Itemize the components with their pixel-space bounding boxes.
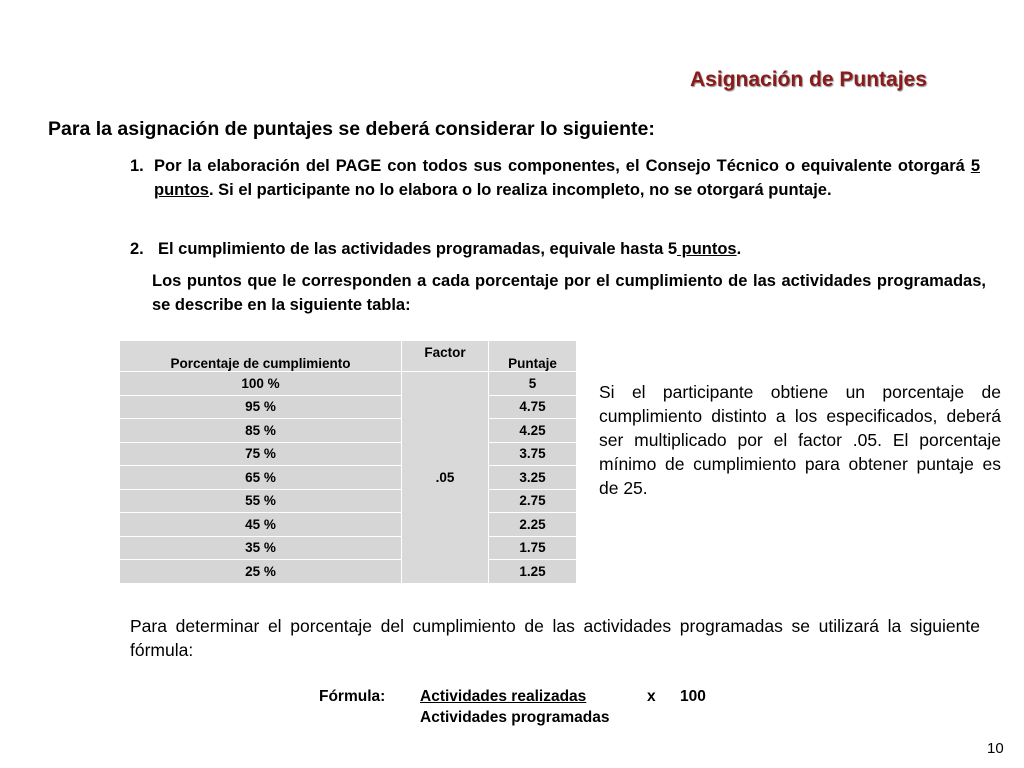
list-item-text: El cumplimiento de las actividades programadas, equivale hasta 5	[158, 240, 678, 258]
table-body	[120, 372, 577, 584]
formula-multiplier: 100	[680, 688, 706, 705]
table-row	[120, 560, 577, 584]
intro-heading: Para la asignación de puntajes se deberá considerar lo siguiente:	[48, 118, 655, 140]
list-item-text: Por la elaboración del PAGE con todos sus componentes, el Consejo Técnico o equivalente otorgará	[154, 157, 971, 175]
score-cell: 4.75	[489, 395, 577, 419]
percent-cell: 95 %	[120, 395, 402, 419]
header-score: Puntaje	[489, 341, 577, 372]
list-item-body	[154, 154, 980, 202]
table-row	[120, 536, 577, 560]
underlined-points: puntos	[677, 240, 737, 258]
percent-cell: 85 %	[120, 419, 402, 443]
table-row	[120, 442, 577, 466]
table-row	[120, 419, 577, 443]
table-intro-paragraph: Los puntos que le corresponden a cada porcentaje por el cumplimiento de las actividades programadas, se describe en la siguiente tabla:	[152, 272, 986, 314]
side-note: Si el participante obtiene un porcentaje de cumplimiento distinto a los especificados, deberá ser multiplicado por el factor .05. El porcentaje mínimo de cumplimiento para obtener puntaje es de 25.	[599, 382, 1001, 498]
header-percent: Porcentaje de cumplimiento	[120, 341, 402, 372]
score-cell: 1.25	[489, 560, 577, 584]
list-item-text-end: . Si el participante no lo elabora o lo realiza incompleto, no se otorgará puntaje.	[209, 181, 832, 199]
percent-cell: 75 %	[120, 442, 402, 466]
formula-label: Fórmula:	[319, 688, 386, 705]
table-row	[120, 395, 577, 419]
formula-denominator: Actividades programadas	[420, 709, 610, 726]
score-cell: 2.25	[489, 513, 577, 537]
table-row	[120, 372, 577, 396]
formula-numerator: Actividades realizadas	[420, 688, 587, 705]
underlined-points: 5 puntos	[154, 157, 980, 199]
percent-cell: 25 %	[120, 560, 402, 584]
table-row	[120, 466, 577, 490]
formula-operator: x	[647, 688, 656, 705]
score-cell: 4.25	[489, 419, 577, 443]
table-row	[120, 489, 577, 513]
page-number: 10	[987, 740, 1004, 757]
percent-cell: 65 %	[120, 466, 402, 490]
factor-cell: .05	[402, 372, 489, 584]
list-item-2	[130, 237, 741, 261]
score-cell: 1.75	[489, 536, 577, 560]
percent-cell: 100 %	[120, 372, 402, 396]
score-cell: 3.25	[489, 466, 577, 490]
slide-title: Asignación de Puntajes	[690, 68, 927, 91]
score-table	[119, 340, 577, 584]
score-cell: 2.75	[489, 489, 577, 513]
list-item-number: 2.	[130, 240, 144, 258]
percent-cell: 35 %	[120, 536, 402, 560]
table-row	[120, 513, 577, 537]
header-factor: Factor	[402, 341, 489, 372]
percent-cell: 55 %	[120, 489, 402, 513]
score-cell: 5	[489, 372, 577, 396]
formula-intro: Para determinar el porcentaje del cumplimiento de las actividades programadas se utilizará la siguiente fórmula:	[130, 616, 980, 660]
list-item-text-end: .	[736, 240, 742, 258]
list-item-number: 1.	[130, 157, 144, 175]
percent-cell: 45 %	[120, 513, 402, 537]
table-header-row	[120, 341, 577, 372]
list-item-1	[130, 154, 980, 202]
score-cell: 3.75	[489, 442, 577, 466]
